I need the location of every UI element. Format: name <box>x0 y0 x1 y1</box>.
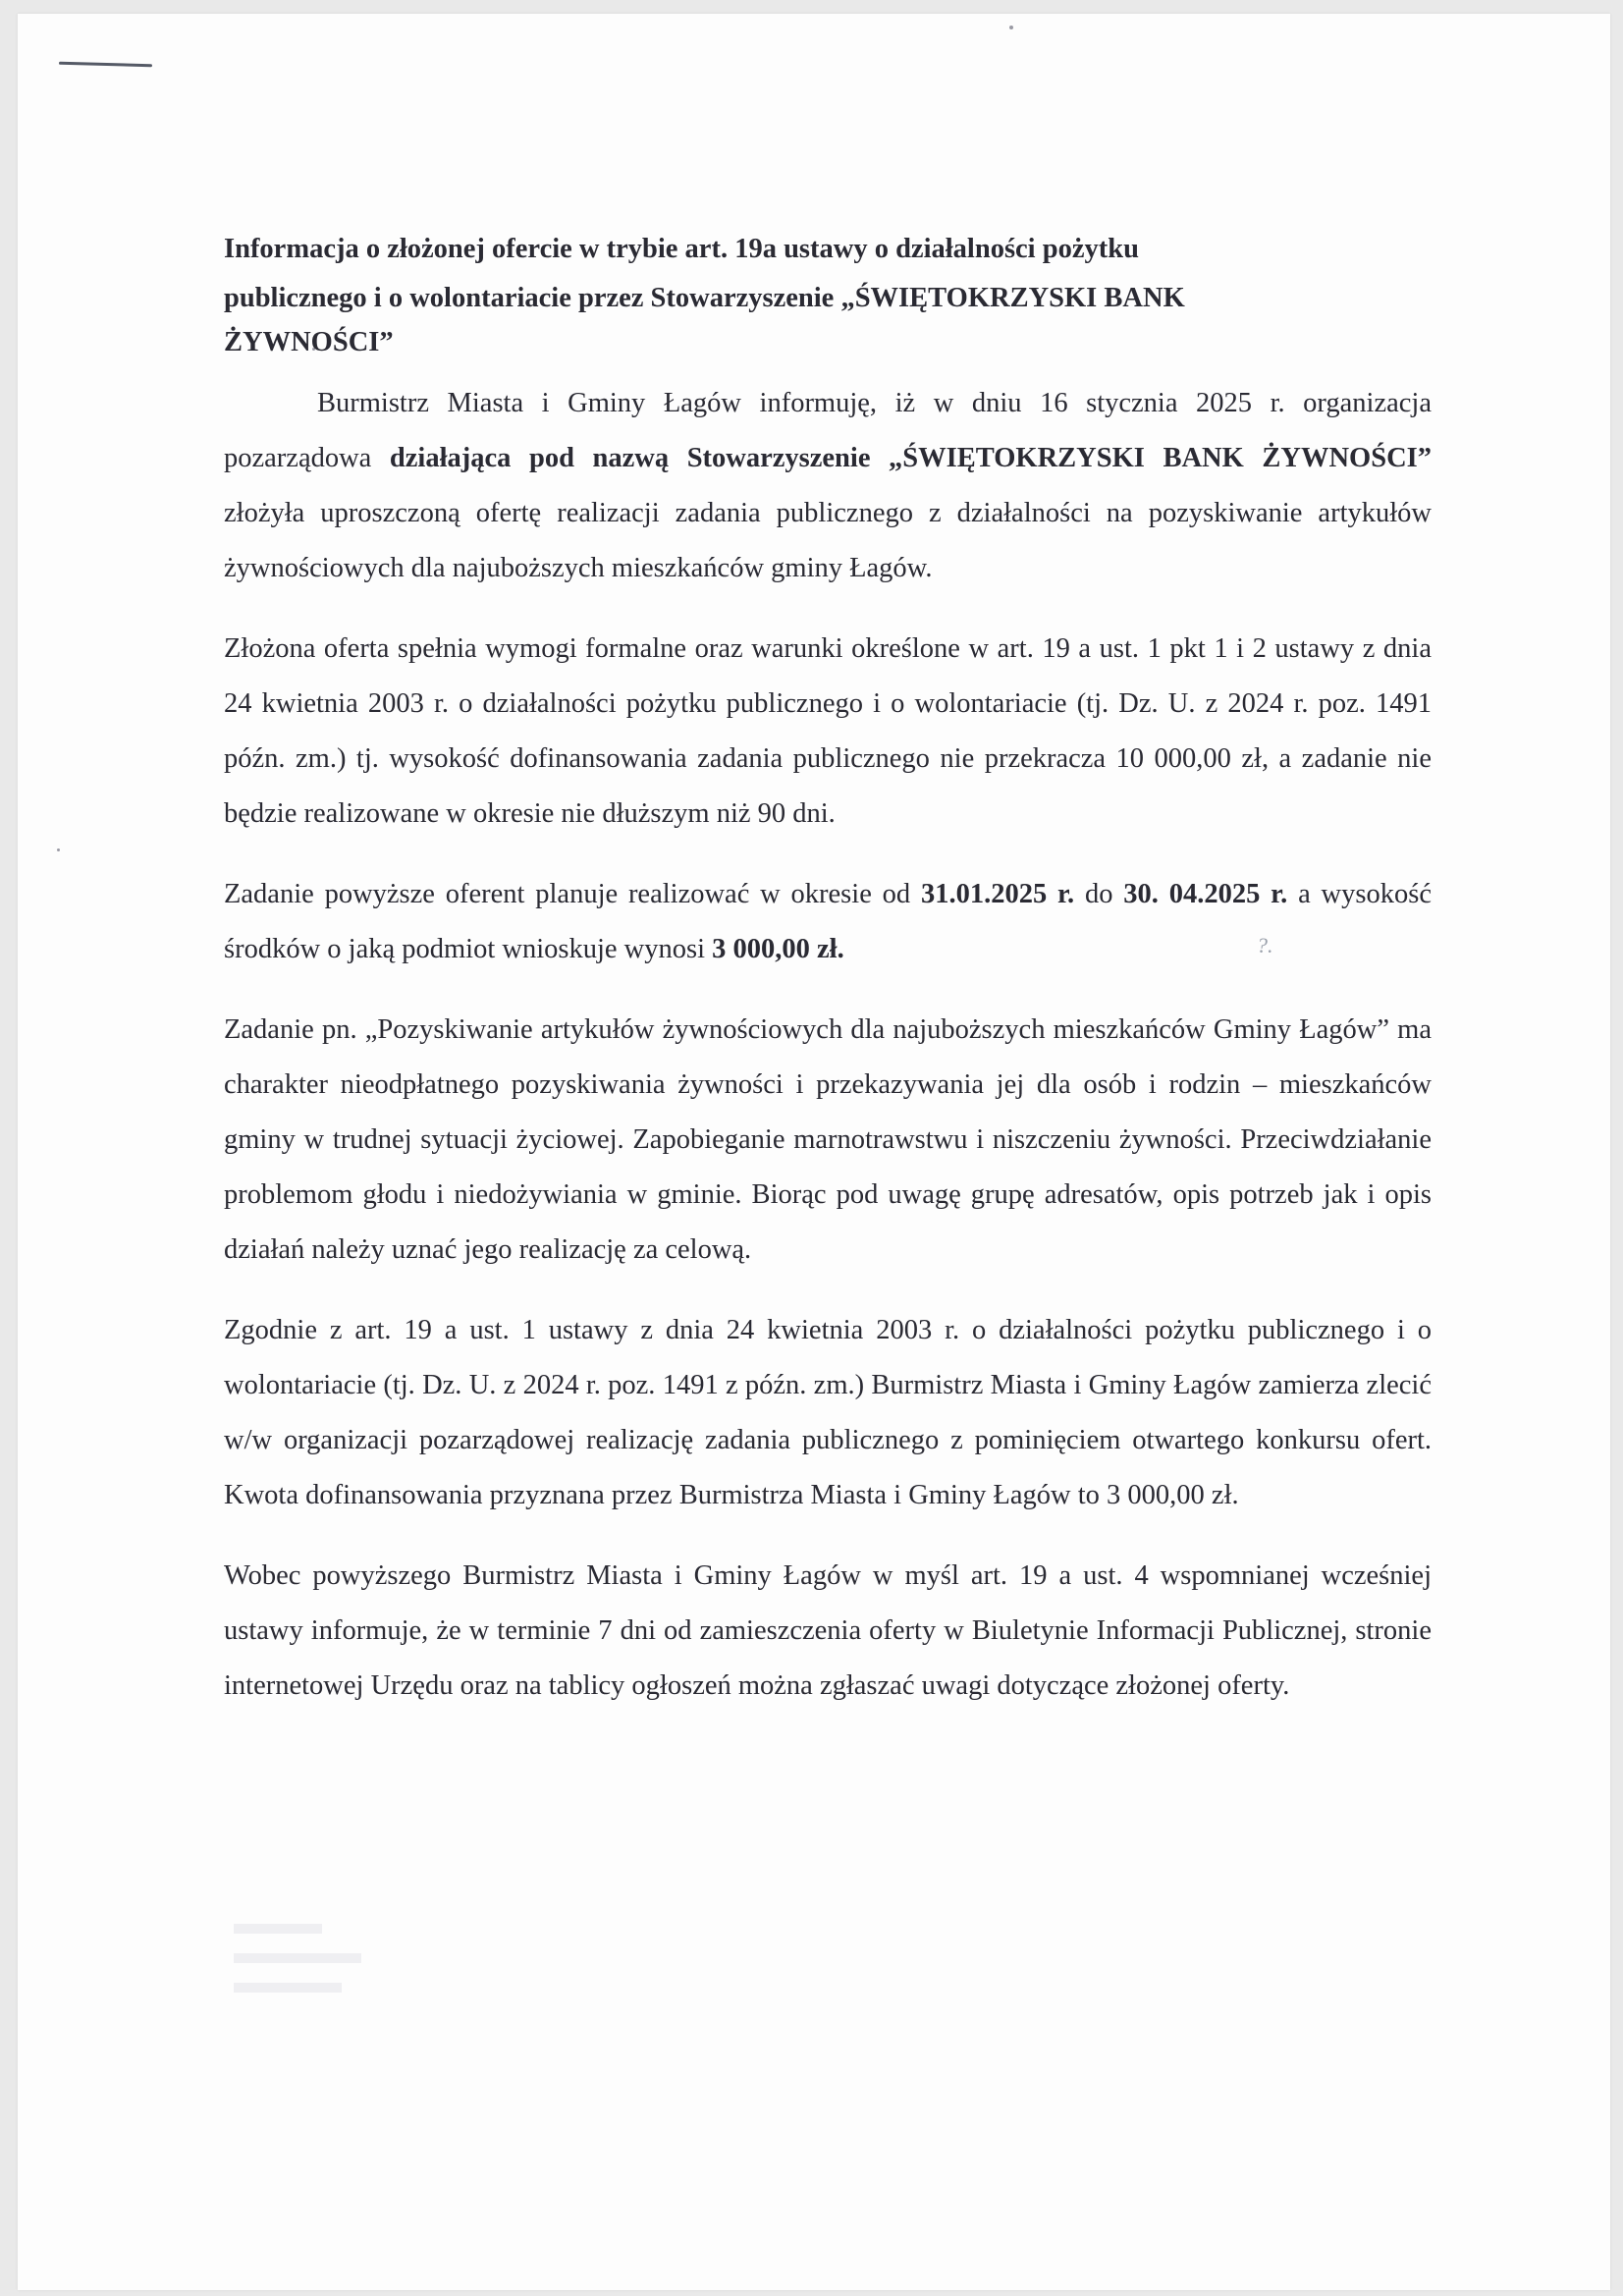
scan-speck <box>1009 26 1013 29</box>
paragraph-legal-basis: Zgodnie z art. 19 a ust. 1 ustawy z dnia 24 kwietnia 2003 r. o działalności pożytku publicznego i o wolontariacie (tj. Dz. U. z 2024 r. poz. 1491 z późn. zm.) Burmistrz Miasta i Gminy Łagów zamierza zlecić w/w organizacji pozarządowej realizację zadania publicznego z pominięciem otwartego konkursu ofert. Kwota dofinansowania przyznana przez Burmistrza Miasta i Gminy Łagów to 3 000,00 zł. <box>224 1315 1432 1510</box>
document-page <box>18 14 1610 2290</box>
handwritten-mark: ?. <box>1257 933 1273 957</box>
paragraph-text: złożyła uproszczoną ofertę realizacji zadania publicznego z działalności na pozyskiwanie artykułów żywnościowych dla najuboższych mieszkańców gminy Łagów. <box>224 498 1432 583</box>
scan-mark <box>59 62 152 67</box>
document-body <box>224 225 1432 1739</box>
date-from: 31.01.2025 r. <box>920 879 1075 909</box>
paragraph-announcement <box>224 376 1432 596</box>
paragraph-text: Zadanie powyższe oferent planuje realizować w okresie od <box>224 879 921 909</box>
organization-name: działająca pod nazwą Stowarzyszenie „ŚWIĘTOKRZYSKI BANK ŻYWNOŚCI” <box>389 443 1433 473</box>
paragraph-public-comments: Wobec powyższego Burmistrz Miasta i Gminy Łagów w myśl art. 19 a ust. 4 wspomnianej wcześniej ustawy informuje, że w terminie 7 dni od zamieszczenia oferty w Biuletynie Informacji Publicznej, stronie internetowej Urzędu oraz na tablicy ogłoszeń można zgłaszać uwagi dotyczące złożonej oferty. <box>224 1560 1432 1701</box>
requested-amount: 3 000,00 zł. <box>712 934 844 964</box>
document-title-line-2: publicznego i o wolontariacie przez Stowarzyszenie „ŚWIĘTOKRZYSKI BANK <box>224 283 1185 313</box>
paragraph-text: do <box>1074 879 1124 909</box>
paragraph-period-amount <box>224 867 1432 977</box>
date-to: 30. 04.2025 r. <box>1123 879 1288 909</box>
paragraph-task-description: Zadanie pn. „Pozyskiwanie artykułów żywnościowych dla najuboższych mieszkańców Gminy Łagów” ma charakter nieodpłatnego pozyskiwania żywności i przekazywania jej dla osób i rodzin – mieszkańców gminy w trudnej sytuacji życiowej. Zapobieganie marnotrawstwu i niszczeniu żywności. Przeciwdziałanie problemom głodu i niedożywiania w gminie. Biorąc pod uwagę grupę adresatów, opis potrzeb jak i opis działań należy uznać jego realizację za celową. <box>224 1014 1432 1265</box>
document-title-line-3: ŻYWNOŚCI” <box>224 327 394 357</box>
faded-stamp <box>234 1924 361 1993</box>
paragraph-text: Burmistrz Miasta i Gminy Łagów informuję, iż w dniu 16 stycznia 2025 r. organizacja pozarządowa <box>224 388 1432 473</box>
document-title-line-1: Informacja o złożonej ofercie w trybie art. 19a ustawy o działalności pożytku <box>224 234 1139 264</box>
scan-speck <box>57 848 60 851</box>
paragraph-text: a wysokość środków o jaką podmiot wnioskuje wynosi <box>224 879 1432 964</box>
paragraph-formal-requirements: Złożona oferta spełnia wymogi formalne oraz warunki określone w art. 19 a ust. 1 pkt 1 i 2 ustawy z dnia 24 kwietnia 2003 r. o działalności pożytku publicznego i o wolontariacie (tj. Dz. U. z 2024 r. poz. 1491 późn. zm.) tj. wysokość dofinansowania zadania publicznego nie przekracza 10 000,00 zł, a zadanie nie będzie realizowane w okresie nie dłuższym niż 90 dni. <box>224 633 1432 829</box>
